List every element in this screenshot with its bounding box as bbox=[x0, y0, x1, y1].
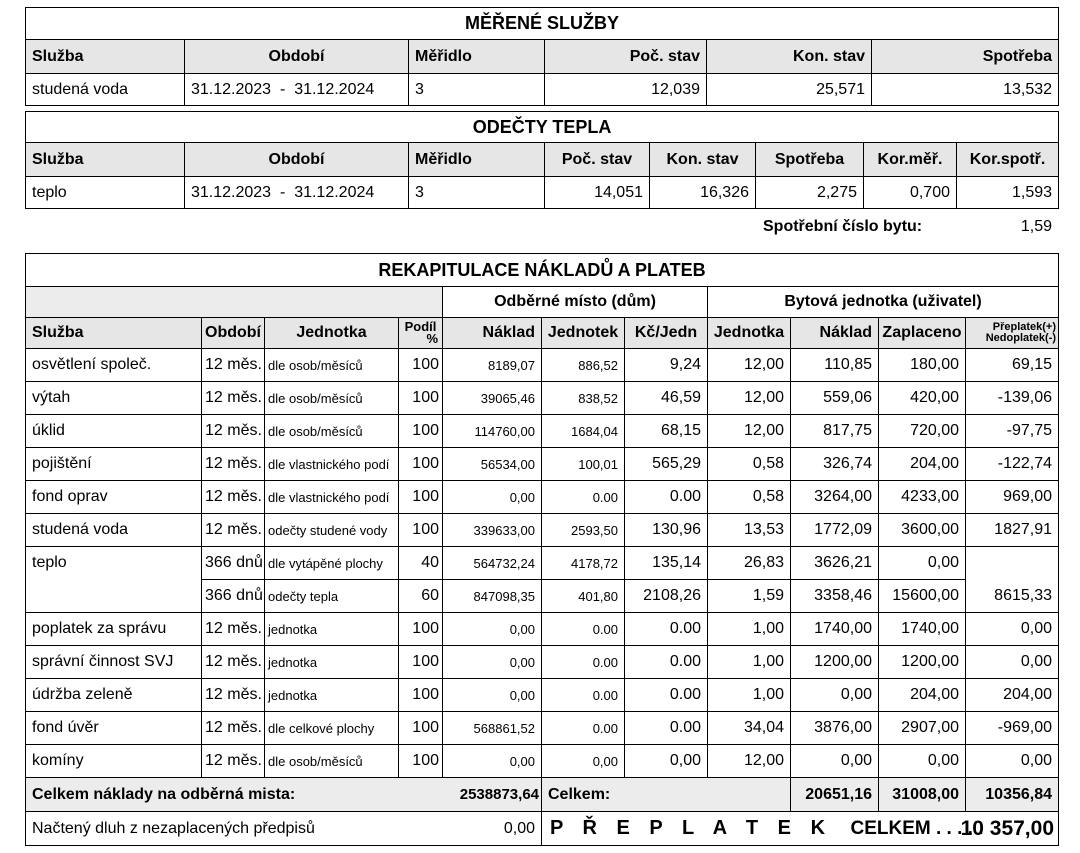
cell-period: 31.12.2023 - 31.12.2024 bbox=[185, 177, 409, 209]
cell-share: 100 bbox=[399, 745, 443, 778]
cell-period: 12 měs. bbox=[202, 514, 265, 547]
cell-share: 100 bbox=[399, 415, 443, 448]
table-row bbox=[26, 646, 1059, 679]
metered-title: MĚŘENÉ SLUŽBY bbox=[26, 8, 1059, 40]
table-row bbox=[26, 712, 1059, 745]
cell-cost: 39065,46 bbox=[443, 382, 542, 415]
cell-cost: 564732,24 bbox=[443, 547, 542, 580]
col-header-consumption: Spotřeba bbox=[872, 40, 1059, 74]
cell-share: 100 bbox=[399, 481, 443, 514]
cell-u-cost: 0,00 bbox=[791, 679, 879, 712]
cell-per-unit: 0,00 bbox=[625, 745, 708, 778]
table-row bbox=[26, 382, 1059, 415]
cell-u-unit: 13,53 bbox=[708, 514, 791, 547]
cell-period: 366 dnů bbox=[202, 547, 265, 580]
cell-u-unit: 12,00 bbox=[708, 382, 791, 415]
table-row bbox=[26, 745, 1059, 778]
cell-u-cost: 1200,00 bbox=[791, 646, 879, 679]
cell-unit: odečty tepla bbox=[265, 580, 399, 613]
cell-period: 12 měs. bbox=[202, 448, 265, 481]
cell-service: osvětlení společ. bbox=[26, 349, 202, 382]
col-header-balance bbox=[966, 318, 1059, 349]
cell-u-cost: 559,06 bbox=[791, 382, 879, 415]
balance-top: Přeplatek(+) bbox=[992, 321, 1057, 333]
cell-kor-spotr: 1,593 bbox=[957, 177, 1059, 209]
share-top: Podíl bbox=[404, 319, 437, 334]
cell-cost: 847098,35 bbox=[443, 580, 542, 613]
cell-units: 0,00 bbox=[542, 745, 625, 778]
table-row bbox=[26, 74, 1059, 106]
table-row bbox=[26, 448, 1059, 481]
cell-share: 60 bbox=[399, 580, 443, 613]
cell-u-unit: 0,58 bbox=[708, 448, 791, 481]
cell-period: 12 měs. bbox=[202, 415, 265, 448]
cell-u-paid: 1200,00 bbox=[879, 646, 966, 679]
cell-period: 366 dnů bbox=[202, 580, 265, 613]
cell-service: fond úvěr bbox=[26, 712, 202, 745]
cell-u-paid: 3600,00 bbox=[879, 514, 966, 547]
cell-u-unit: 0,58 bbox=[708, 481, 791, 514]
cell-service: fond oprav bbox=[26, 481, 202, 514]
cell-service: poplatek za správu bbox=[26, 613, 202, 646]
cell-share: 100 bbox=[399, 646, 443, 679]
cell-service: komíny bbox=[26, 745, 202, 778]
table-row bbox=[26, 547, 1059, 580]
cell-end: 25,571 bbox=[707, 74, 872, 106]
col-header-u-cost: Náklad bbox=[791, 318, 879, 349]
cell-share: 100 bbox=[399, 613, 443, 646]
cell-u-unit: 1,59 bbox=[708, 580, 791, 613]
share-bottom: % bbox=[426, 331, 438, 346]
cell-cost: 56534,00 bbox=[443, 448, 542, 481]
cell-balance: -969,00 bbox=[966, 712, 1059, 745]
cell-unit: dle celkové plochy bbox=[265, 712, 399, 745]
cell-u-unit: 1,00 bbox=[708, 646, 791, 679]
cell-u-cost: 1772,09 bbox=[791, 514, 879, 547]
cell-units: 401,80 bbox=[542, 580, 625, 613]
col-header-share bbox=[399, 318, 443, 349]
cell-share: 100 bbox=[399, 712, 443, 745]
cell-u-cost: 3626,21 bbox=[791, 547, 879, 580]
cell-balance: -97,75 bbox=[966, 415, 1059, 448]
cell-u-cost: 1740,00 bbox=[791, 613, 879, 646]
cell-balance: 0,00 bbox=[966, 646, 1059, 679]
cell-unit: dle vlastnického podí bbox=[265, 481, 399, 514]
debt-label: Načtený dluh z nezaplacených předpisů bbox=[26, 812, 443, 846]
cell-period: 31.12.2023 - 31.12.2024 bbox=[185, 74, 409, 106]
overpay-value: 10 357,00 bbox=[960, 817, 1055, 840]
total-value: 2538873,64 bbox=[443, 778, 542, 812]
cell-units: 4178,72 bbox=[542, 547, 625, 580]
col-header-service: Služba bbox=[26, 143, 185, 177]
cell-share: 40 bbox=[399, 547, 443, 580]
recap-section bbox=[25, 253, 1058, 846]
cell-unit: dle vlastnického podí bbox=[265, 448, 399, 481]
table-row bbox=[26, 349, 1059, 382]
cell-cost: 0,00 bbox=[443, 646, 542, 679]
col-header-period: Období bbox=[185, 40, 409, 74]
col-header-service: Služba bbox=[26, 40, 185, 74]
cell-units: 2593,50 bbox=[542, 514, 625, 547]
table-row bbox=[26, 177, 1059, 209]
cell-per-unit: 2108,26 bbox=[625, 580, 708, 613]
col-header-meter: Měřidlo bbox=[409, 143, 545, 177]
consumption-number-label: Spotřební číslo bytu: bbox=[763, 218, 923, 235]
recap-group-blank bbox=[26, 287, 443, 318]
cell-u-unit: 12,00 bbox=[708, 745, 791, 778]
table-row bbox=[26, 679, 1059, 712]
table-row bbox=[26, 481, 1059, 514]
cell-period: 12 měs. bbox=[202, 349, 265, 382]
cell-u-unit: 26,83 bbox=[708, 547, 791, 580]
cell-u-paid: 720,00 bbox=[879, 415, 966, 448]
cell-per-unit: 0.00 bbox=[625, 712, 708, 745]
total-label: Celkem náklady na odběrná mista: bbox=[26, 778, 443, 812]
recap-title: REKAPITULACE NÁKLADŮ A PLATEB bbox=[26, 254, 1059, 287]
celkem-paid: 31008,00 bbox=[879, 778, 966, 812]
cell-u-paid: 204,00 bbox=[879, 448, 966, 481]
cell-u-cost: 817,75 bbox=[791, 415, 879, 448]
cell-per-unit: 0.00 bbox=[625, 646, 708, 679]
overpay-celkem: CELKEM . . . . . bbox=[850, 818, 984, 839]
table-row bbox=[26, 514, 1059, 547]
cell-balance: 0,00 bbox=[966, 745, 1059, 778]
cell-share: 100 bbox=[399, 514, 443, 547]
cell-share: 100 bbox=[399, 448, 443, 481]
cell-start: 14,051 bbox=[545, 177, 650, 209]
cell-unit: dle osob/měsíců bbox=[265, 415, 399, 448]
cell-kor-mer: 0,700 bbox=[864, 177, 957, 209]
metered-services-section bbox=[25, 7, 1058, 106]
cell-period: 12 měs. bbox=[202, 679, 265, 712]
cell-u-cost: 110,85 bbox=[791, 349, 879, 382]
cell-u-paid: 2907,00 bbox=[879, 712, 966, 745]
col-header-kor-mer: Kor.měř. bbox=[864, 143, 957, 177]
cell-per-unit: 565,29 bbox=[625, 448, 708, 481]
cell-period: 12 měs. bbox=[202, 745, 265, 778]
group-house: Odběrné místo (dům) bbox=[443, 287, 708, 318]
col-header-start: Poč. stav bbox=[545, 40, 707, 74]
cell-service bbox=[26, 580, 202, 613]
col-header-u-unit: Jednotka bbox=[708, 318, 791, 349]
cell-cost: 114760,00 bbox=[443, 415, 542, 448]
cell-cost: 0,00 bbox=[443, 679, 542, 712]
cell-unit: dle vytápěné plochy bbox=[265, 547, 399, 580]
cell-unit: jednotka bbox=[265, 679, 399, 712]
cell-units: 100,01 bbox=[542, 448, 625, 481]
cell-per-unit: 46,59 bbox=[625, 382, 708, 415]
cell-cost: 8189,07 bbox=[443, 349, 542, 382]
cell-unit: jednotka bbox=[265, 646, 399, 679]
cell-share: 100 bbox=[399, 349, 443, 382]
cell-end: 16,326 bbox=[650, 177, 756, 209]
overpay-label: P Ř E P L A T E K bbox=[550, 817, 833, 839]
cell-per-unit: 9,24 bbox=[625, 349, 708, 382]
overpay-box bbox=[542, 812, 1059, 846]
cell-cost: 339633,00 bbox=[443, 514, 542, 547]
cell-balance: 69,15 bbox=[966, 349, 1059, 382]
cell-balance: -122,74 bbox=[966, 448, 1059, 481]
cell-u-paid: 4233,00 bbox=[879, 481, 966, 514]
metered-services-table bbox=[25, 7, 1059, 106]
cell-balance: 8615,33 bbox=[966, 580, 1059, 613]
col-header-u-paid: Zaplaceno bbox=[879, 318, 966, 349]
table-row bbox=[26, 613, 1059, 646]
cell-meter: 3 bbox=[409, 74, 545, 106]
cell-per-unit: 0.00 bbox=[625, 613, 708, 646]
cell-u-paid: 0,00 bbox=[879, 745, 966, 778]
cell-cost: 0,00 bbox=[443, 613, 542, 646]
col-header-consumption: Spotřeba bbox=[756, 143, 864, 177]
cell-u-unit: 1,00 bbox=[708, 679, 791, 712]
cell-unit: dle osob/měsíců bbox=[265, 745, 399, 778]
cell-u-paid: 204,00 bbox=[879, 679, 966, 712]
cell-balance: 0,00 bbox=[966, 613, 1059, 646]
cell-service: správní činnost SVJ bbox=[26, 646, 202, 679]
cell-share: 100 bbox=[399, 679, 443, 712]
cell-cost: 0,00 bbox=[443, 745, 542, 778]
heat-readings-table bbox=[25, 111, 1059, 209]
heat-readings-section bbox=[25, 111, 1058, 209]
cell-service: údržba zeleně bbox=[26, 679, 202, 712]
cell-units: 0.00 bbox=[542, 712, 625, 745]
cell-period: 12 měs. bbox=[202, 646, 265, 679]
cell-start: 12,039 bbox=[545, 74, 707, 106]
table-row bbox=[26, 415, 1059, 448]
cell-per-unit: 130,96 bbox=[625, 514, 708, 547]
cell-per-unit: 135,14 bbox=[625, 547, 708, 580]
cell-units: 0.00 bbox=[542, 481, 625, 514]
col-header-cost: Náklad bbox=[443, 318, 542, 349]
cell-u-unit: 1,00 bbox=[708, 613, 791, 646]
cell-u-cost: 326,74 bbox=[791, 448, 879, 481]
cell-balance: 204,00 bbox=[966, 679, 1059, 712]
cell-per-unit: 0.00 bbox=[625, 481, 708, 514]
cell-unit: jednotka bbox=[265, 613, 399, 646]
cell-meter: 3 bbox=[409, 177, 545, 209]
cell-u-cost: 0,00 bbox=[791, 745, 879, 778]
cell-u-paid: 15600,00 bbox=[879, 580, 966, 613]
col-header-units: Jednotek bbox=[542, 318, 625, 349]
col-header-service: Služba bbox=[26, 318, 202, 349]
balance-bottom: Nedoplatek(-) bbox=[985, 332, 1057, 344]
cell-service: úklid bbox=[26, 415, 202, 448]
col-header-meter: Měřidlo bbox=[409, 40, 545, 74]
cell-units: 0.00 bbox=[542, 646, 625, 679]
cell-balance bbox=[966, 547, 1059, 580]
cell-units: 0.00 bbox=[542, 613, 625, 646]
cell-period: 12 měs. bbox=[202, 712, 265, 745]
table-row bbox=[26, 580, 1059, 613]
cell-service: výtah bbox=[26, 382, 202, 415]
cell-service: studená voda bbox=[26, 74, 185, 106]
cell-per-unit: 0.00 bbox=[625, 679, 708, 712]
cell-share: 100 bbox=[399, 382, 443, 415]
cell-period: 12 měs. bbox=[202, 382, 265, 415]
col-header-end: Kon. stav bbox=[707, 40, 872, 74]
cell-consumption: 2,275 bbox=[756, 177, 864, 209]
cell-unit: dle osob/měsíců bbox=[265, 382, 399, 415]
col-header-per-unit: Kč/Jedn bbox=[625, 318, 708, 349]
cell-consumption: 13,532 bbox=[872, 74, 1059, 106]
celkem-label: Celkem: bbox=[542, 778, 791, 812]
cell-units: 0.00 bbox=[542, 679, 625, 712]
col-header-end: Kon. stav bbox=[650, 143, 756, 177]
cell-u-unit: 12,00 bbox=[708, 349, 791, 382]
cell-period: 12 měs. bbox=[202, 481, 265, 514]
debt-value: 0,00 bbox=[443, 812, 542, 846]
cell-cost: 0,00 bbox=[443, 481, 542, 514]
cell-units: 838,52 bbox=[542, 382, 625, 415]
cell-service: teplo bbox=[26, 177, 185, 209]
consumption-number-value: 1,59 bbox=[1020, 218, 1052, 235]
cell-u-paid: 0,00 bbox=[879, 547, 966, 580]
col-header-period: Období bbox=[202, 318, 265, 349]
col-header-kor-spotr: Kor.spotř. bbox=[957, 143, 1059, 177]
cell-units: 886,52 bbox=[542, 349, 625, 382]
cell-period: 12 měs. bbox=[202, 613, 265, 646]
cell-balance: 1827,91 bbox=[966, 514, 1059, 547]
cell-u-paid: 180,00 bbox=[879, 349, 966, 382]
cell-balance: 969,00 bbox=[966, 481, 1059, 514]
cell-u-unit: 12,00 bbox=[708, 415, 791, 448]
cell-service: studená voda bbox=[26, 514, 202, 547]
cell-service: teplo bbox=[26, 547, 202, 580]
cell-u-unit: 34,04 bbox=[708, 712, 791, 745]
heat-title: ODEČTY TEPLA bbox=[26, 112, 1059, 143]
cell-u-paid: 1740,00 bbox=[879, 613, 966, 646]
cell-unit: dle osob/měsíců bbox=[265, 349, 399, 382]
col-header-unit: Jednotka bbox=[265, 318, 399, 349]
col-header-start: Poč. stav bbox=[545, 143, 650, 177]
cell-u-cost: 3876,00 bbox=[791, 712, 879, 745]
col-header-period: Období bbox=[185, 143, 409, 177]
celkem-balance: 10356,84 bbox=[966, 778, 1059, 812]
cell-service: pojištění bbox=[26, 448, 202, 481]
celkem-cost: 20651,16 bbox=[791, 778, 879, 812]
cell-balance: -139,06 bbox=[966, 382, 1059, 415]
cell-u-paid: 420,00 bbox=[879, 382, 966, 415]
cell-per-unit: 68,15 bbox=[625, 415, 708, 448]
cell-cost: 568861,52 bbox=[443, 712, 542, 745]
cell-u-cost: 3264,00 bbox=[791, 481, 879, 514]
cell-u-cost: 3358,46 bbox=[791, 580, 879, 613]
recap-table bbox=[25, 253, 1059, 846]
cell-unit: odečty studené vody bbox=[265, 514, 399, 547]
group-unit: Bytová jednotka (uživatel) bbox=[708, 287, 1059, 318]
cell-units: 1684,04 bbox=[542, 415, 625, 448]
